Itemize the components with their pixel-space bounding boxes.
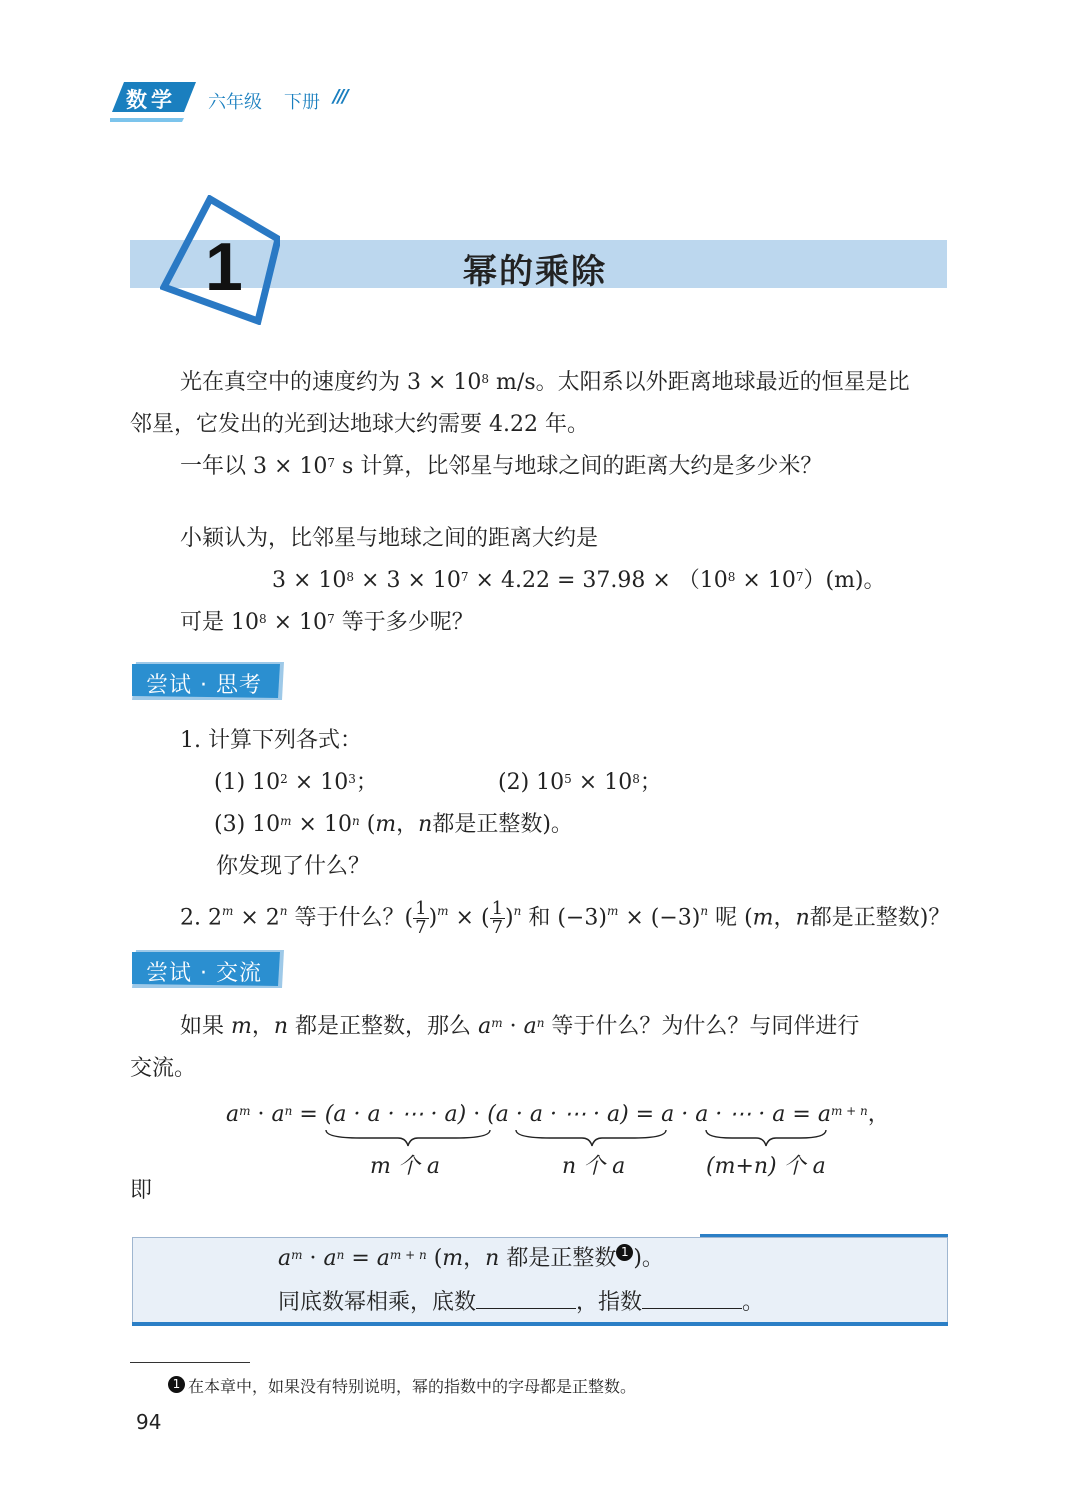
xiaoying-equation: $3 \times 10^8 \times 3 \times 10^7 \times 4.22 = 37.98 \times (10^8 \times 10^7)(m)$。 bbox=[272, 568, 886, 593]
footnote-marker: 1 bbox=[168, 1376, 185, 1393]
rule-formula: $a^m \cdot a^n = a^{m + n}$ (m，n 都是正整数 1 )。 bbox=[278, 1245, 664, 1271]
fraction-one-seventh: $\frac{1}{7}$ bbox=[415, 898, 427, 938]
blank-base[interactable] bbox=[476, 1286, 576, 1309]
rule-box-bottom-accent bbox=[132, 1322, 948, 1326]
rule-box-top-accent bbox=[700, 1234, 948, 1237]
derivation-equation: $a^m \cdot a^n = (a \cdot a$ · ⋯ · a) · (a · a · ⋯ · a) = a · a · ⋯ · $a = a^{m + n}$， bbox=[226, 1102, 890, 1127]
discuss-paragraph: 如果 m，n 都是正整数，那么 $a^m \cdot a^n$ 等于什么？为什么？与同伴进行 bbox=[180, 1014, 860, 1039]
question-1: 1. 计算下列各式： bbox=[180, 728, 362, 753]
header-grade: 六年级 bbox=[208, 92, 262, 113]
question-1-item-3: (3) $10^m \times 10^n$ (m，n都是正整数)。 bbox=[214, 812, 573, 837]
intro-paragraph-2: 一年以 $3 \times 10^7$ s 计算，比邻星与地球之间的距离大约是多少米？ bbox=[180, 454, 823, 479]
xiaoying-line: 小颖认为，比邻星与地球之间的距离大约是 bbox=[180, 526, 599, 551]
section-tag-think: 尝试 · 思考 bbox=[146, 673, 262, 698]
footnote-divider bbox=[130, 1362, 250, 1363]
fraction-one-seventh-2: $\frac{1}{7}$ bbox=[491, 898, 504, 938]
lesson-number: 1 bbox=[205, 229, 243, 305]
discovery-prompt: 你发现了什么？ bbox=[216, 854, 371, 879]
xiaoying-question: 可是 $10^8 \times 10^7$ 等于多少呢？ bbox=[180, 610, 474, 635]
question-1-item-1: (1) $10^2 \times 10^3$； bbox=[214, 770, 378, 795]
question-1-item-2: (2) $10^5 \times 10^8$； bbox=[498, 770, 662, 795]
brace-label-m-plus-n: (m+n) 个 a bbox=[706, 1154, 826, 1179]
therefore-label: 即 bbox=[130, 1178, 153, 1203]
discuss-paragraph-cont: 交流。 bbox=[130, 1056, 197, 1081]
blank-exponent[interactable] bbox=[642, 1286, 742, 1309]
brace-label-m: m 个 a bbox=[370, 1154, 440, 1179]
rule-statement: 同底数幂相乘，底数 ，指数 。 bbox=[278, 1286, 764, 1318]
derivation-braces bbox=[320, 1128, 840, 1150]
intro-paragraph-1-cont: 邻星，它发出的光到达地球大约需要 4.22 年。 bbox=[130, 412, 589, 437]
header-slashes: /// bbox=[333, 86, 347, 107]
section-tag-discuss: 尝试 · 交流 bbox=[146, 961, 262, 986]
intro-paragraph-1: 光在真空中的速度约为 $3 \times 10^8$ m/s。太阳系以外距离地球最近的恒星是比 bbox=[180, 370, 910, 395]
header-subject: 数学 bbox=[126, 88, 176, 112]
question-2: 2. $2^m \times 2^n$ 等于什么？( $\frac{1}{7}$ )$^m$ × ( $\frac{1}{7}$ )$^n$ 和 $(-3)^m \times (-3)^n$ 呢 (m，n都是正整数)？ bbox=[180, 898, 951, 938]
header-volume: 下册 bbox=[284, 92, 320, 113]
footnote: 1 在本章中，如果没有特别说明，幂的指数中的字母都是正整数。 bbox=[170, 1374, 636, 1397]
lesson-title: 幂的乘除 bbox=[463, 252, 607, 292]
footnote-marker-ref: 1 bbox=[616, 1244, 633, 1261]
brace-label-n: n 个 a bbox=[562, 1154, 626, 1179]
page-number: 94 bbox=[136, 1410, 162, 1434]
